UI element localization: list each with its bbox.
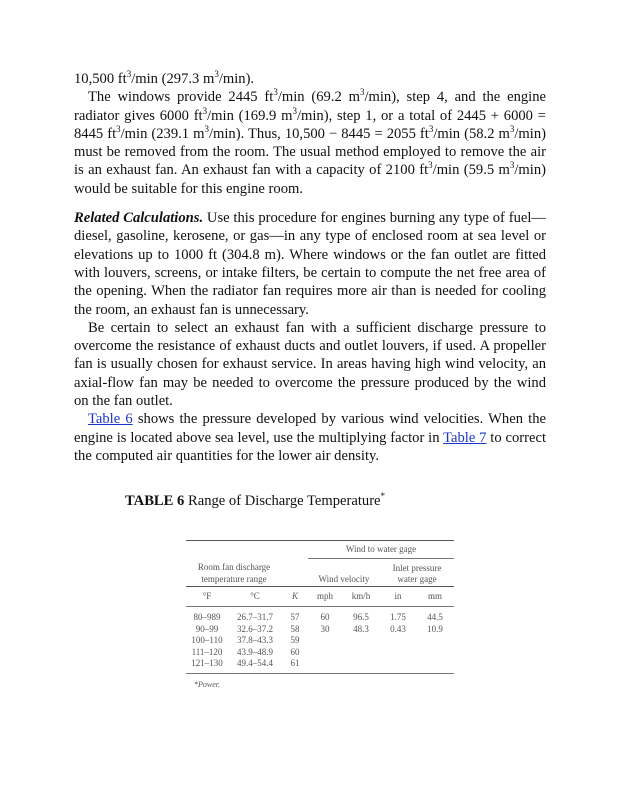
related-calculations-heading: Related Calculations. bbox=[74, 210, 204, 227]
table-row: 90–99 32.6–37.2 58 30 48.3 0.43 10.9 bbox=[195, 623, 443, 634]
paragraph-2: The windows provide 2445 $ft^3/\min$ (69.2 $m^3/\min$), step 4, and the engine radiator gives 6000 $ft^3/\min$ (169.9 $m^3/\min$), step 1, or a total of 2445 + 6000 = 8445 $ft^3/\min$ (239.1 $m^3/\min$). Thus, 10,500 − 8445 = 2055 $ft^3/\min$ (58.2 $m^3/\min$) must be removed from the room. The usual method employed to remove the air is an exhaust fan. An exhaust fan with a capacity of 2100 $ft^3/\min$ (59.5 $m^3/\min$) would be suitable for this engine room. bbox=[74, 87, 546, 197]
document-page bbox=[74, 69, 547, 689]
group-header-wind-to-water-gage: Wind to water gage bbox=[308, 541, 454, 559]
table-row: 121–130 49.4–54.4 61 bbox=[186, 658, 454, 673]
table-row: 100–110 37.8–43.3 59 bbox=[191, 635, 300, 645]
paragraph-exhaust-fan: Be certain to select an exhaust fan with a sufficient discharge pressure to overcome the resistance of exhaust ducts and outlet louvers, if used. A propeller fan is usually chosen for exhaust service. In areas having high wind velocity, an axial-flow fan may be needed to overcome the pressure produced by the wind on the fan outlet. bbox=[74, 319, 546, 410]
table-6 bbox=[186, 540, 454, 689]
paragraph-related-calculations: Related Calculations. Use this procedure for engines burning any type of fuel—diesel, gasoline, kerosene, or gas—in any type of enclosed room at sea level or elevations up to 1000 ft (304.8 m). Where windows or the fan outlet are fitted with louvers, screens, or intake filters, be certain to compute the net free area of the opening. When the radiator fan requires more air than is needed for cooling the room, an exhaust fan is unnecessary. bbox=[74, 210, 546, 318]
header-room-fan-discharge: Room fan discharge temperature range bbox=[197, 562, 271, 584]
paragraph-1: 10,500 $ft^3/\min$ (297.3 $m^3/\min$). bbox=[74, 69, 255, 87]
table-7-link[interactable]: Table 7 bbox=[443, 429, 487, 446]
table-6-link[interactable]: Table 6 bbox=[88, 411, 133, 428]
table-caption: TABLE 6 Range of Discharge Temperature* bbox=[125, 491, 386, 509]
paragraph-table-reference: Table 6 shows the pressure developed by various wind velocities. When the engine is located above sea level, use the multiplying factor in Table 7 to correct the computed air quantities for the lower air density. bbox=[74, 411, 547, 464]
table-row: 111–120 43.9–48.9 60 bbox=[191, 646, 300, 657]
table-footnote: *Power. bbox=[194, 679, 220, 689]
header-inlet-pressure: Inlet pressure water gage bbox=[392, 562, 442, 584]
units-row: °F °C K mph km/h in mm bbox=[186, 586, 454, 607]
table-row: 80–989 26.7–31.7 57 60 96.5 1.75 44.5 bbox=[193, 612, 443, 622]
header-wind-velocity: Wind velocity bbox=[318, 573, 370, 584]
